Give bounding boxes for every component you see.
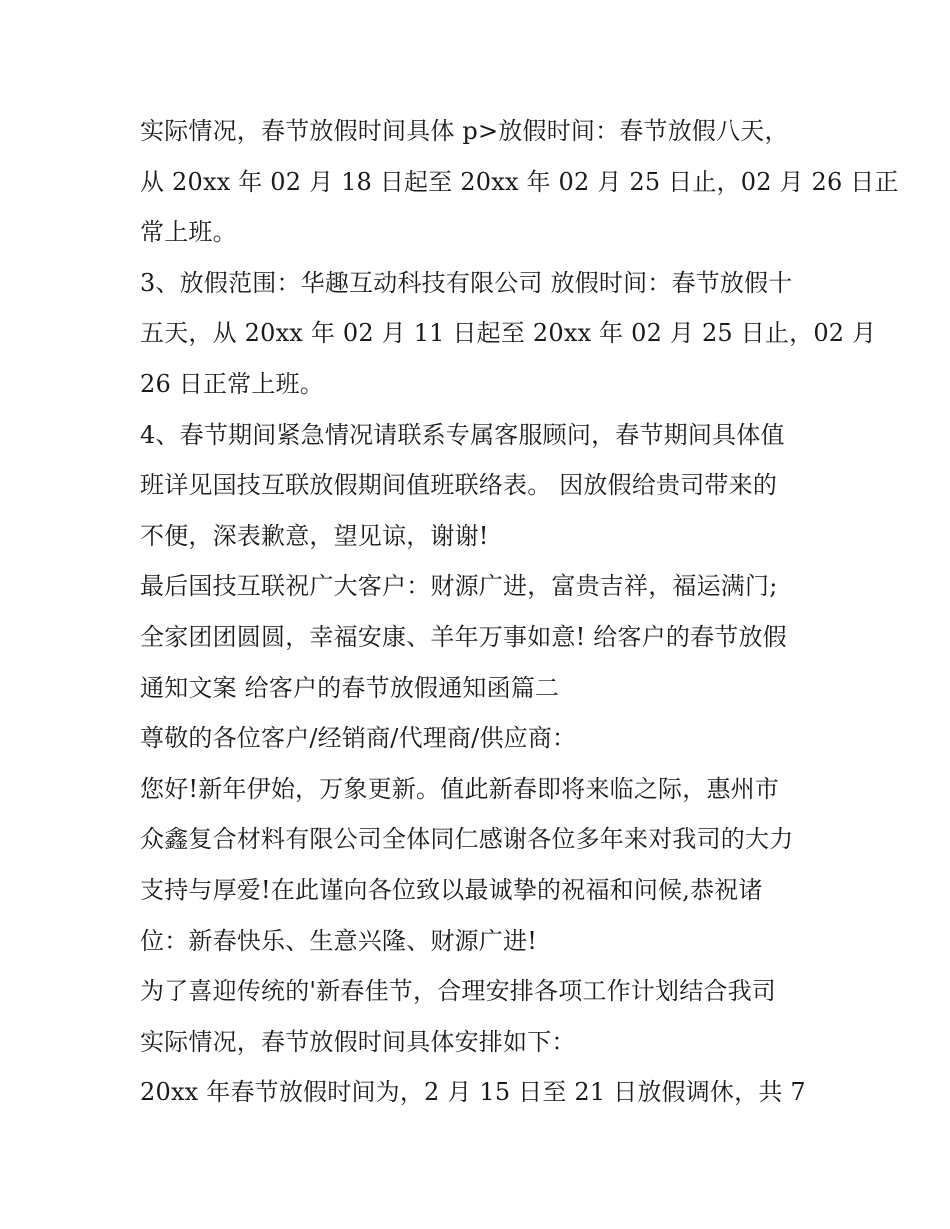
text-line: 20xx 年春节放假时间为，2 月 15 日至 21 日放假调休，共 7 [140,1078,806,1107]
text-line: 班详见国技互联放假期间值班联络表。 因放假给贵司带来的 [140,471,778,500]
text-line: 支持与厚爱!在此谨向各位致以最诚挚的祝福和问候,恭祝诸 [140,875,763,904]
text-line: 3、放假范围：华趣互动科技有限公司 放假时间：春节放假十 [140,268,793,297]
text-line: 您好!新年伊始，万象更新。值此新春即将来临之际，惠州市 [140,774,780,803]
text-line: 不便，深表歉意，望见谅，谢谢! [140,521,489,550]
text-line: 全家团团圆圆，幸福安康、羊年万事如意! 给客户的春节放假 [140,622,787,651]
text-line: 从 20xx 年 02 月 18 日起至 20xx 年 02 月 25 日止，02 月 26 日正 [140,167,899,196]
text-line: 实际情况，春节放假时间具体安排如下： [140,1027,576,1056]
document-body [140,106,899,1118]
text-line: 尊敬的各位客户/经销商/代理商/供应商： [140,724,577,753]
text-line: 4、春节期间紧急情况请联系专属客服顾问，春节期间具体值 [140,420,785,449]
text-line: 常上班。 [140,218,237,247]
text-line: 实际情况，春节放假时间具体 p>放假时间：春节放假八天， [140,117,789,145]
text-line: 为了喜迎传统的'新春佳节，合理安排各项工作计划结合我司 [140,977,776,1006]
text-line: 众鑫复合材料有限公司全体同仁感谢各位多年来对我司的大力 [140,825,794,854]
text-line: 五天，从 20xx 年 02 月 11 日起至 20xx 年 02 月 25 日止，02 月 [140,319,877,348]
text-line: 26 日正常上班。 [140,369,324,398]
text-line: 通知文案 给客户的春节放假通知函篇二 [140,673,560,702]
text-line: 位：新春快乐、生意兴隆、财源广进! [140,926,538,955]
text-line: 最后国技互联祝广大客户：财源广进，富贵吉祥，福运满门; [140,572,778,601]
